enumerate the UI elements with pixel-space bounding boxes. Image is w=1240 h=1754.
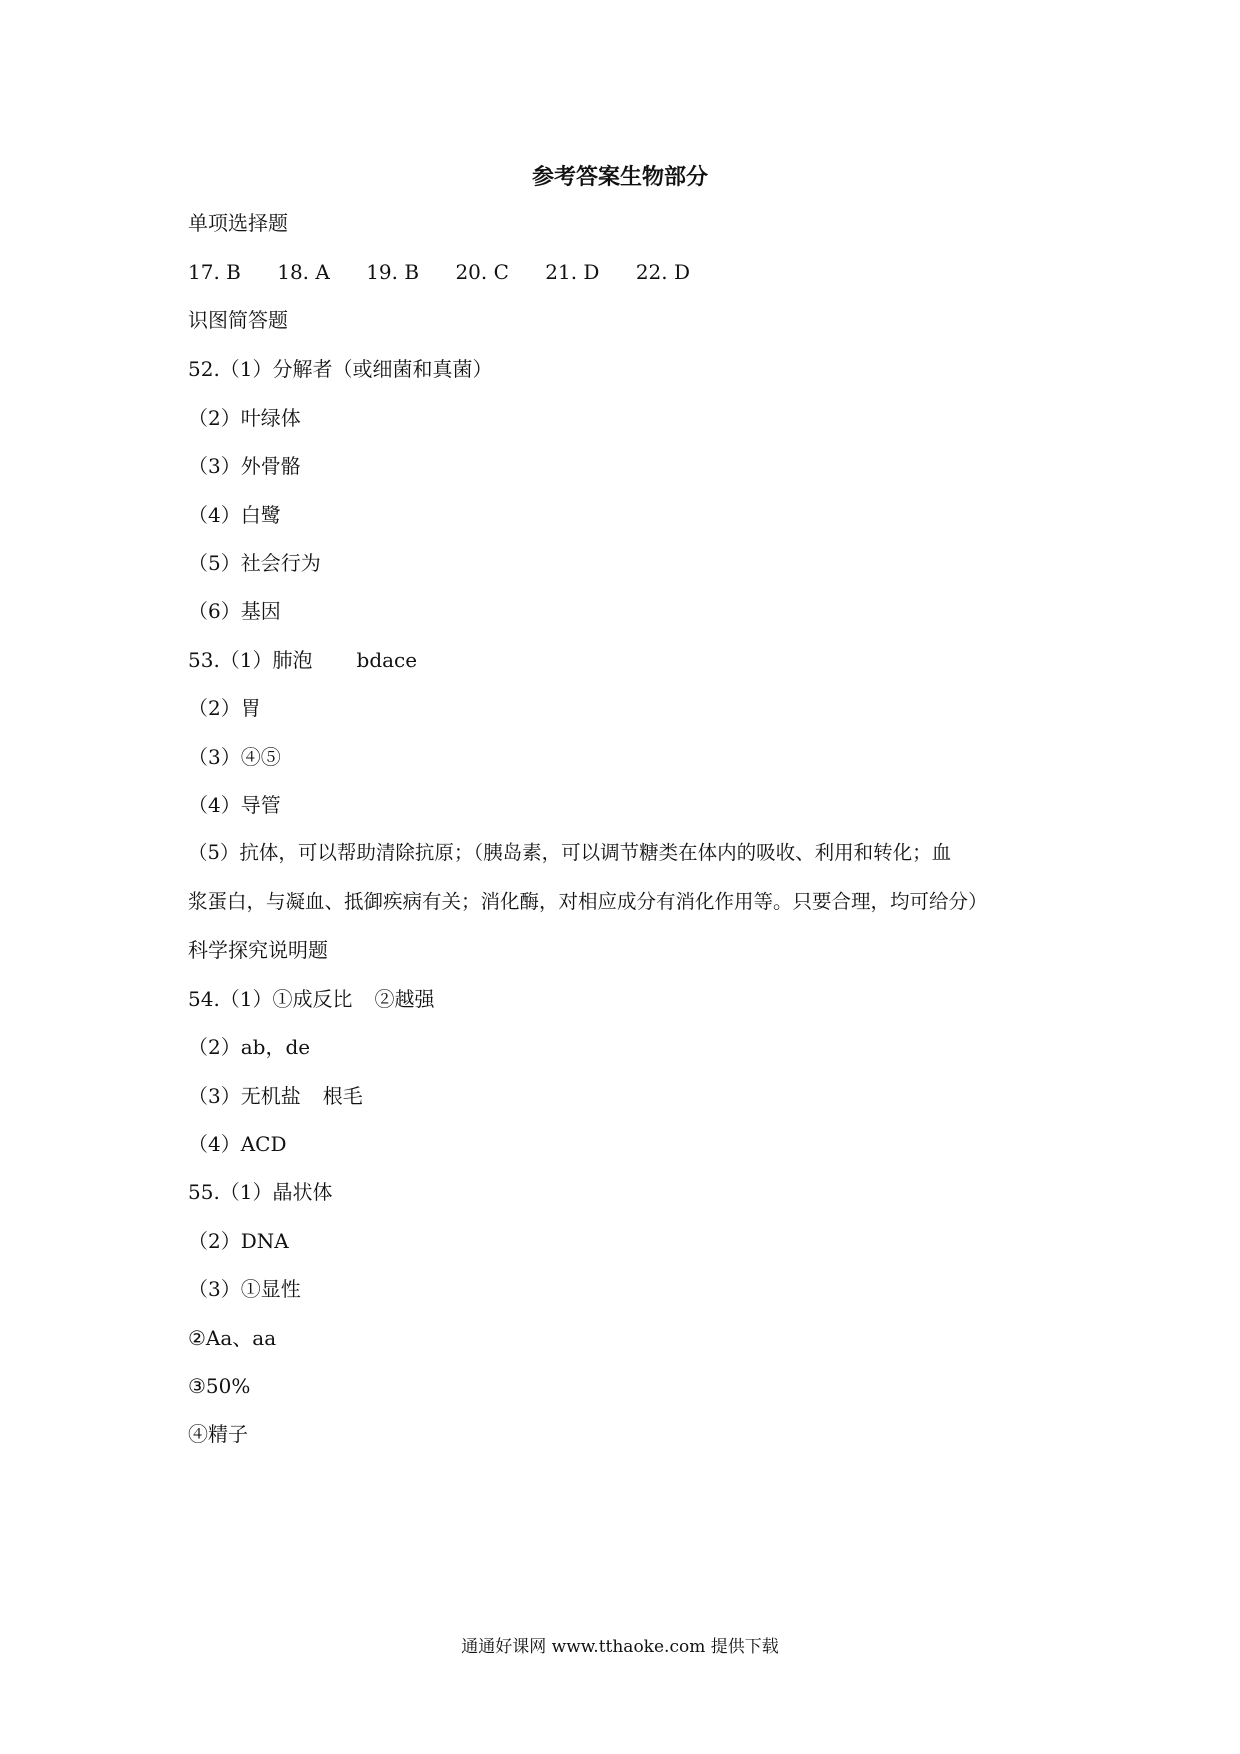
choice-answer: 21. D bbox=[545, 260, 600, 284]
section-single-choice: 单项选择题 bbox=[188, 211, 288, 235]
choice-answer: 20. C bbox=[455, 260, 509, 284]
choice-answer: 17. B bbox=[188, 260, 241, 284]
q54-line-3-b: 根毛 bbox=[322, 1084, 363, 1108]
q54-line-2: （2）ab，de bbox=[188, 1035, 311, 1059]
q55-line-2: （2）DNA bbox=[188, 1229, 289, 1253]
q53-line-1 bbox=[188, 647, 417, 673]
q55-line-3: （3）①显性 bbox=[188, 1277, 301, 1301]
q52-line-2: （2）叶绿体 bbox=[188, 406, 301, 430]
choice-answers-row bbox=[188, 259, 720, 285]
q53-line-5b: 浆蛋白，与凝血、抵御疾病有关；消化酶，对相应成分有消化作用等。只要合理，均可给分） bbox=[188, 890, 988, 913]
choice-answer: 19. B bbox=[366, 260, 420, 284]
q53-line-4: （4）导管 bbox=[188, 793, 281, 817]
section-inquiry: 科学探究说明题 bbox=[188, 938, 328, 962]
q55-line-1: 55.（1）晶状体 bbox=[188, 1180, 333, 1204]
q53-line-3: （3）④⑤ bbox=[188, 745, 281, 769]
q54-line-1 bbox=[188, 986, 435, 1012]
page-title: 参考答案生物部分 bbox=[531, 165, 708, 190]
q54-line-3 bbox=[188, 1083, 363, 1109]
q54-line-1-a: 54.（1）①成反比 bbox=[188, 987, 353, 1011]
q55-line-5: ③50% bbox=[188, 1374, 251, 1398]
q55-line-4: ②Aa、aa bbox=[188, 1326, 277, 1350]
q54-line-4: （4）ACD bbox=[188, 1132, 287, 1156]
q52-line-6: （6）基因 bbox=[188, 599, 281, 623]
q52-line-5: （5）社会行为 bbox=[188, 551, 321, 575]
choice-answer: 18. A bbox=[277, 260, 330, 284]
page-footer: 通通好课网 www.tthaoke.com 提供下载 bbox=[461, 1637, 779, 1657]
q54-line-3-a: （3）无机盐 bbox=[188, 1084, 301, 1108]
q53-line-5a: （5）抗体，可以帮助清除抗原；（胰岛素，可以调节糖类在体内的吸收、利用和转化；血 bbox=[188, 841, 952, 864]
choice-answer: 22. D bbox=[635, 260, 691, 284]
q52-line-1: 52.（1）分解者（或细菌和真菌） bbox=[188, 357, 493, 381]
section-figure-answer: 识图简答题 bbox=[188, 308, 288, 332]
q55-line-6: ④精子 bbox=[188, 1422, 248, 1446]
q54-line-1-b: ②越强 bbox=[374, 987, 435, 1011]
q53-line-2: （2）胃 bbox=[188, 696, 261, 720]
q53-line-1-order: bdace bbox=[356, 648, 418, 672]
q52-line-3: （3）外骨骼 bbox=[188, 454, 301, 478]
q52-line-4: （4）白鹭 bbox=[188, 503, 281, 527]
q53-line-1-answer: 53.（1）肺泡 bbox=[188, 648, 313, 672]
